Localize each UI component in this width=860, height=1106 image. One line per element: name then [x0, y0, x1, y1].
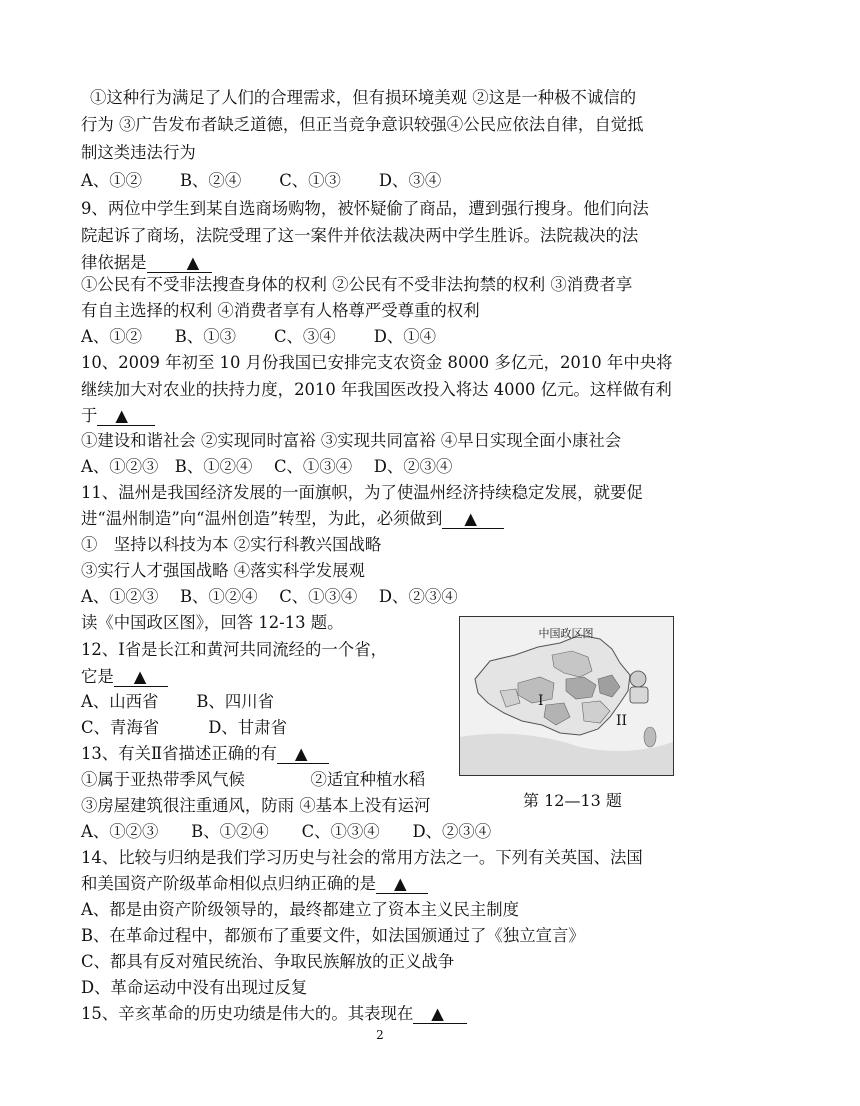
q13-stem-text: 13、有关Ⅱ省描述正确的有	[81, 744, 277, 763]
q13-choices: A、①②③ B、①②④ C、①③④ D、②③④	[81, 822, 492, 841]
map-graphic	[460, 617, 673, 775]
q15-answer-blank[interactable]: ▲	[413, 1004, 467, 1024]
q9-stem-text: 律依据是	[81, 253, 147, 272]
q14-answer-blank[interactable]: ▲	[376, 874, 428, 894]
q13-answer-blank[interactable]: ▲	[277, 744, 329, 764]
q14-option-d: D、革命运动中没有出现过反复	[81, 978, 308, 997]
q8-options-line-1: ①这种行为满足了人们的合理需求，但有损环境美观 ②这是一种极不诚信的	[90, 88, 637, 107]
q11-stem-text: 进“温州制造”向“温州创造”转型，为此，必须做到	[81, 509, 443, 528]
q14-option-b: B、在革命过程中，都颁布了重要文件，如法国颁通过了《独立宣言》	[81, 926, 585, 945]
china-political-map	[459, 616, 674, 776]
q10-stem-line-1: 10、2009 年初至 10 月份我国已安排完支农资金 8000 多亿元，2010 年中央将	[81, 353, 673, 372]
q10-choices: A、①②③ B、①②④ C、①③④ D、②③④	[81, 457, 453, 476]
q11-choices: A、①②③ B、①②④ C、①③④ D、②③④	[81, 587, 458, 606]
q10-answer-blank[interactable]: ▲	[97, 406, 155, 426]
map-caption: 第 12—13 题	[523, 791, 622, 810]
q12-answer-blank[interactable]: ▲	[114, 667, 168, 687]
q9-choices: A、①② B、①③ C、③④ D、①④	[81, 327, 437, 346]
page-number: 2	[376, 1028, 384, 1042]
map-title: 中国政区图	[538, 627, 594, 640]
q10-options: ①建设和谐社会 ②实现同时富裕 ③实现共同富裕 ④早日实现全面小康社会	[81, 431, 622, 450]
q14-option-a: A、都是由资产阶级领导的，最终都建立了资本主义民主制度	[81, 900, 519, 919]
q15-stem	[81, 1001, 467, 1027]
q9-stem-line-2: 院起诉了商场，法院受理了这一案件并依法裁决两中学生胜诉。法院裁决的法	[81, 226, 639, 245]
q14-stem-text: 和美国资产阶级革命相似点归纳正确的是	[81, 874, 377, 893]
q12-choices-line-2: C、青海省 D、甘肃省	[81, 718, 287, 737]
q10-stem-text: 于	[81, 406, 98, 425]
map-intro: 读《中国政区图》，回答 12-13 题。	[81, 613, 344, 632]
q12-stem-line-1: 12、Ⅰ省是长江和黄河共同流经的一个省，	[81, 640, 387, 659]
q11-stem-line-2	[81, 506, 504, 532]
q9-options-line-1: ①公民有不受非法搜查身体的权利 ②公民有不受非法拘禁的权利 ③消费者享	[81, 275, 633, 294]
q9-stem-line-1: 9、两位中学生到某自选商场购物，被怀疑偷了商品，遭到强行搜身。他们向法	[81, 199, 649, 218]
q12-choices-line-1: A、山西省 B、四川省	[81, 692, 274, 711]
q11-stem-line-1: 11、温州是我国经济发展的一面旗帜，为了使温州经济持续稳定发展，就要促	[81, 483, 643, 502]
q14-stem-line-1: 14、比较与归纳是我们学习历史与社会的常用方法之一。下列有关英国、法国	[81, 848, 643, 867]
q13-options-line-2: ③房屋建筑很注重通风，防雨 ④基本上没有运河	[81, 796, 431, 815]
map-label-province-ii: II	[616, 713, 628, 729]
q9-answer-blank[interactable]: ▲	[147, 253, 212, 273]
q10-stem-line-2: 继续加大对农业的扶持力度，2010 年我国医改投入将达 4000 亿元。这样做有利	[81, 380, 672, 399]
q12-stem-text: 它是	[81, 667, 114, 686]
q10-stem-line-3	[81, 403, 155, 429]
q11-options-line-2: ③实行人才强国战略 ④落实科学发展观	[81, 561, 365, 580]
q8-choices: A、①② B、②④ C、①③ D、③④	[81, 171, 442, 190]
q12-stem-line-2	[81, 664, 168, 690]
cartoon-character-icon	[630, 671, 646, 687]
q14-option-c: C、都具有反对殖民统治、争取民族解放的正义战争	[81, 952, 455, 971]
q15-stem-text: 15、辛亥革命的历史功绩是伟大的。其表现在	[81, 1004, 414, 1023]
q13-stem	[81, 741, 329, 767]
q8-options-line-3: 制这类违法行为	[81, 143, 196, 162]
q9-options-line-2: 有自主选择的权利 ④消费者享有人格尊严受尊重的权利	[81, 301, 480, 320]
map-label-province-i: I	[538, 693, 544, 709]
q11-options-line-1: ① 坚持以科技为本 ②实行科教兴国战略	[81, 535, 382, 554]
q13-options-line-1: ①属于亚热带季风气候 ②适宜种植水稻	[81, 770, 426, 789]
q14-stem-line-2	[81, 871, 428, 897]
q8-options-line-2: 行为 ③广告发布者缺乏道德，但正当竞争意识较强④公民应依法自律，自觉抵	[81, 115, 644, 134]
q11-answer-blank[interactable]: ▲	[442, 509, 504, 529]
